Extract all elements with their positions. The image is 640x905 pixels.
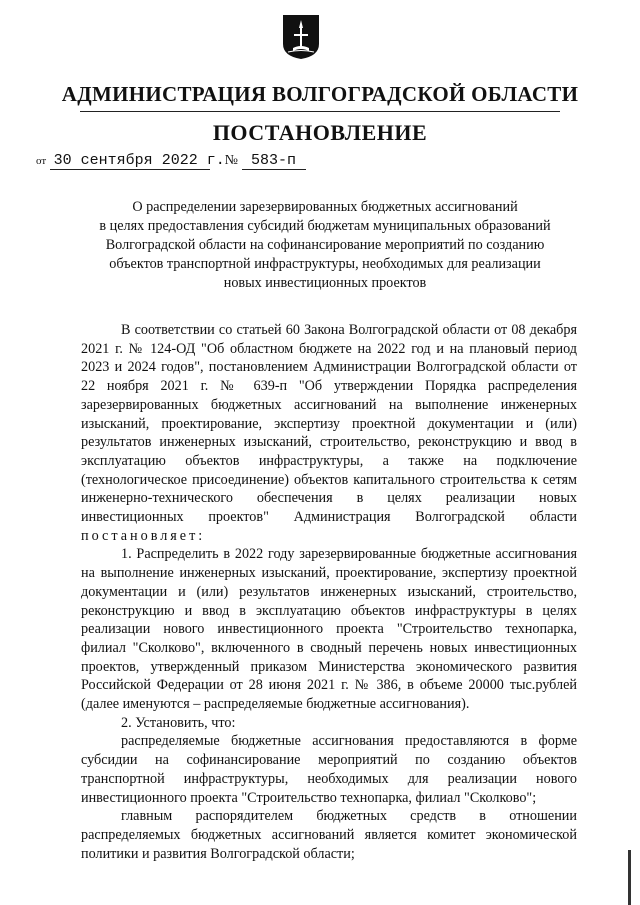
subject-line: в целях предоставления субсидий бюджетам муниципальных образований [99,218,551,234]
document-body [81,321,577,863]
subject-line: О распределении зарезервированных бюджетных ассигнований [132,199,518,215]
item-2b-paragraph: главным распорядителем бюджетных средств в отношении распределяемых бюджетных ассигнований является комитет экономической политики и развития Волгоградской области; [81,808,577,862]
item-2-paragraph: 2. Установить, что: [121,714,236,731]
document-subject [70,198,580,293]
preamble-text: В соответствии со статьей 60 Закона Волгоградской области от 08 декабря 2021 г. № 124-ОД "Об областном бюджете на 2022 год и на плановый период 2023 и 2024 годов", постановлением Администрации Волгоградской области от 22 ноября 2021 г. № 639-п "Об утверждении Порядка распределения зарезервированных бюджетных ассигнований на выполнение инженерных изысканий, проектирование, экспертизу проектной документации и (или) результатов инженерных изысканий, строительство, реконструкцию и ввод в эксплуатацию объектов инфраструктуры, а также на подключение (технологическое присоединение) объектов капитального строительства к сетям инженерно-технического обеспечения в целях реализации новых инвестиционных проектов" Администрация Волгоградской области [81,322,577,526]
header-rule [80,111,560,112]
item-1-paragraph: 1. Распределить в 2022 году зарезервированные бюджетные ассигнования на выполнение инженерных изысканий, проектирование, экспертизу проектной документации и (или) результатов инженерных изысканий, строительство, реконструкцию и ввод в эксплуатацию объектов инфраструктуры в целях реализации нового инвестиционного проекта "Строительство технопарка, филиал "Сколково", включенного в сводный перечень новых инвестиционных проектов, утвержденный приказом Министерства экономического развития Российской Федерации от 28 июня 2021 г. № 386, в объеме 20000 тыс.рублей (далее именуются – распределяемые бюджетные ассигнования). [81,546,577,713]
organization-name: АДМИНИСТРАЦИЯ ВОЛГОГРАДСКОЙ ОБЛАСТИ [61,82,579,106]
document-date: 30 сентября 2022 г. [50,152,210,170]
document-type: ПОСТАНОВЛЕНИЕ [212,120,428,145]
subject-line: Волгоградской области на софинансирование мероприятий по созданию [105,237,545,253]
subject-line: новых инвестиционных проектов [223,275,427,291]
resolves-word: постановляет: [81,527,206,544]
document-number: 583-п [242,152,306,170]
coat-of-arms-icon [282,14,320,60]
number-prefix: № [224,153,239,168]
preamble-paragraph [81,321,577,545]
subject-line: объектов транспортной инфраструктуры, необходимых для реализации [109,256,541,272]
scan-edge [628,850,631,905]
item-2a-paragraph: распределяемые бюджетные ассигнования предоставляются в форме субсидии на софинансирование мероприятий по созданию объектов транспортной инфраструктуры, необходимых для реализации нового инвестиционного проекта "Строительство технопарка, филиал "Сколково"; [81,733,577,806]
date-prefix: от [36,155,47,167]
date-number-line [36,152,306,170]
